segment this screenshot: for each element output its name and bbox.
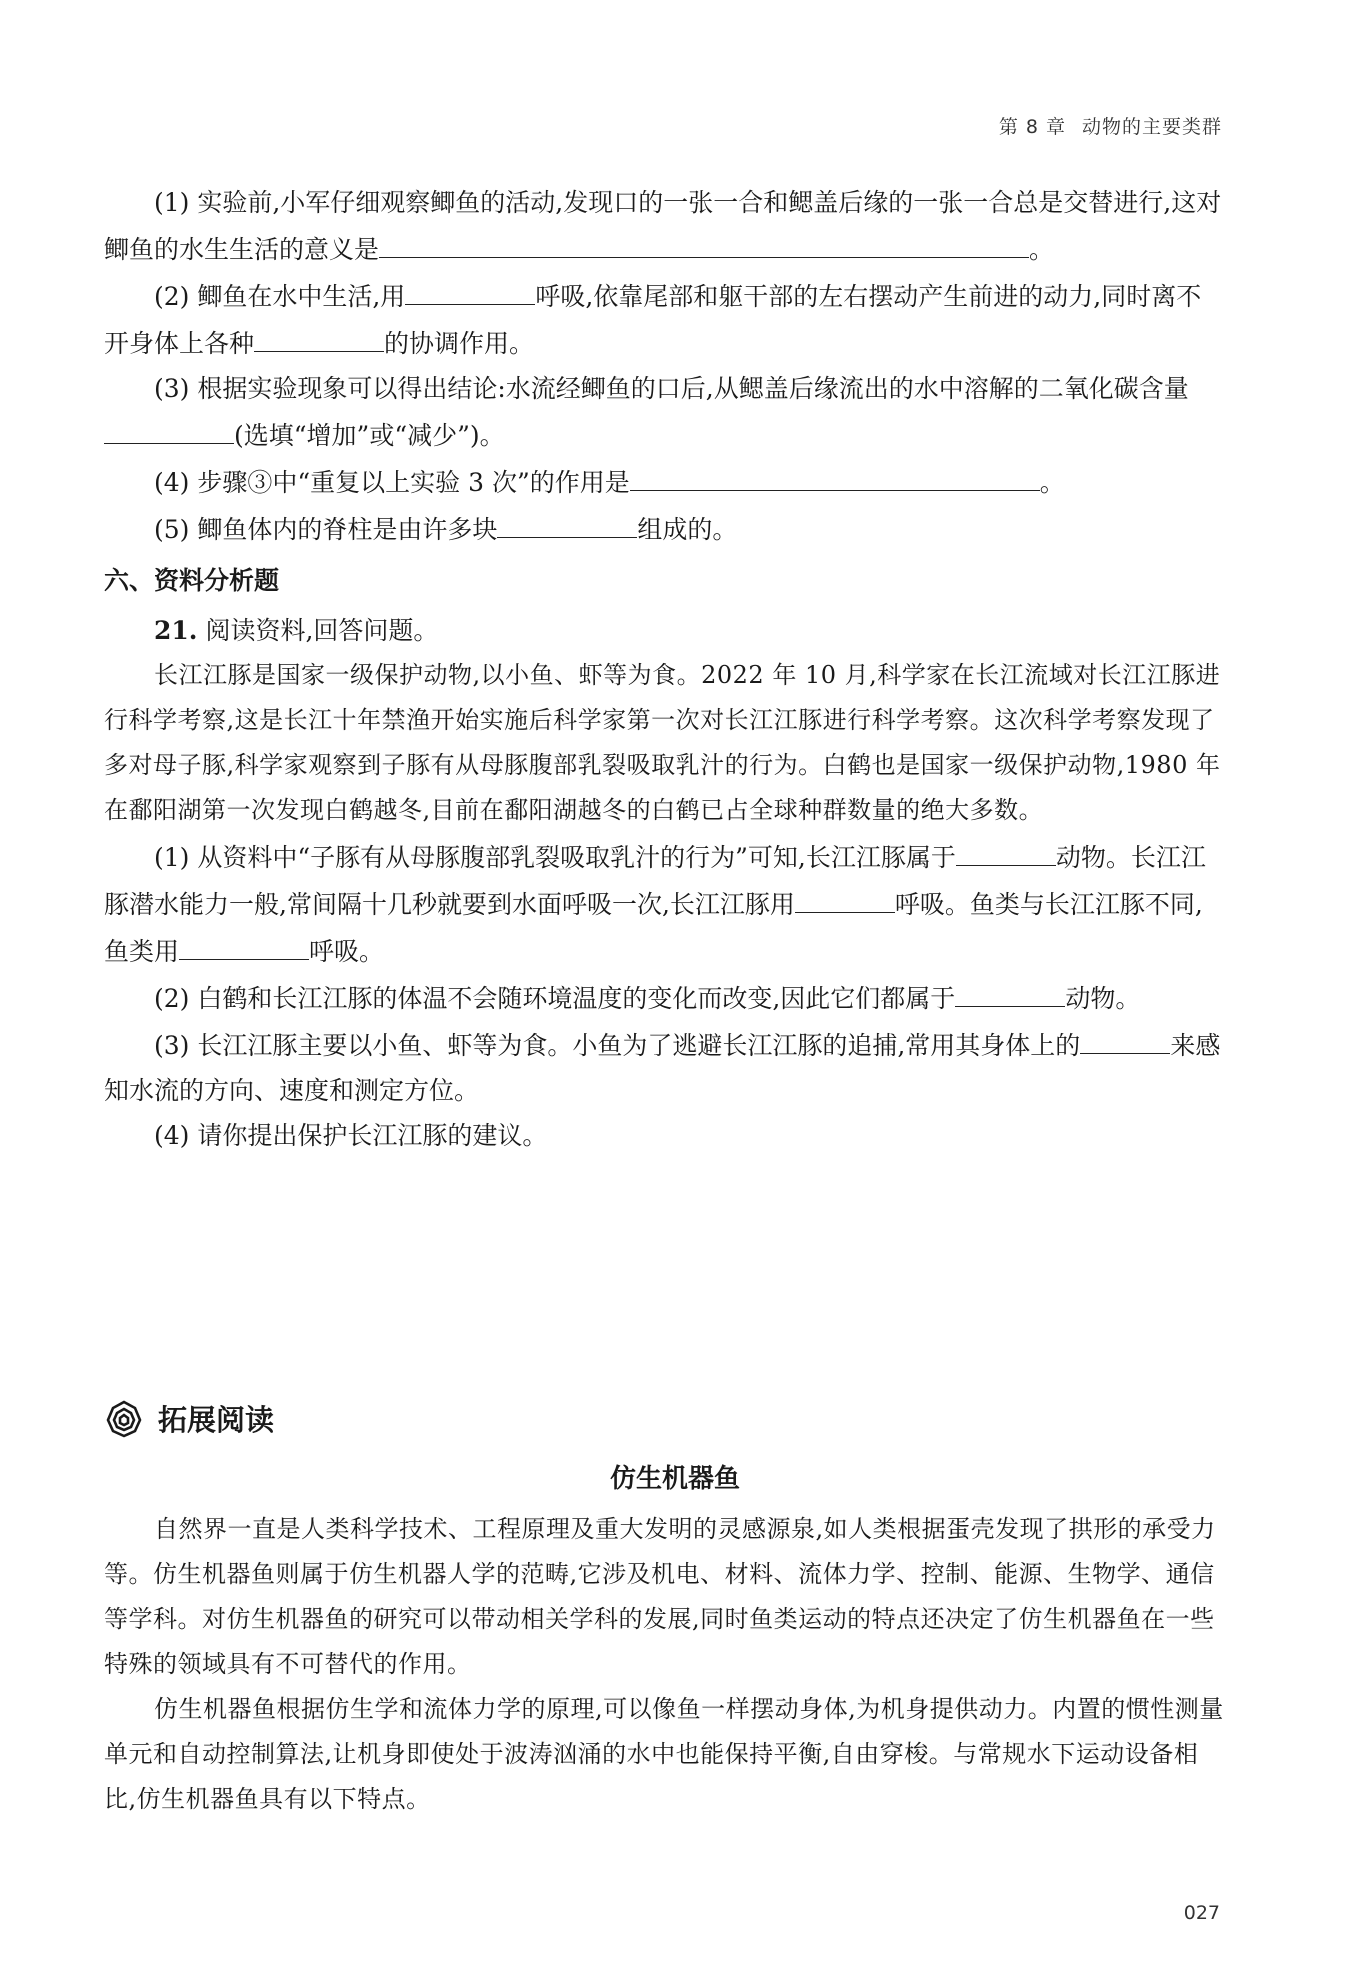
- extension-heading-text: 拓展阅读: [158, 1403, 275, 1437]
- running-header: [999, 112, 1222, 139]
- q20-sub2-text-b: 呼吸,依靠尾部和躯干部的左右摆动产生前进的动力,同时离不开身体上各种: [104, 282, 1202, 358]
- answer-blank[interactable]: [497, 505, 637, 538]
- q20-sub3-text-a: (3) 根据实验现象可以得出结论:水流经鲫鱼的口后,从鳃盖后缘流出的水中溶解的二氧化碳含量: [154, 374, 1189, 403]
- q21-sub1: [104, 833, 1226, 974]
- flower-emblem-icon: [104, 1399, 144, 1439]
- answer-blank[interactable]: [955, 974, 1065, 1007]
- q20-sub1-text: (1) 实验前,小军仔细观察鲫鱼的活动,发现口的一张一合和鳃盖后缘的一张一合总是交替进行,这对鲫鱼的水生生活的意义是: [104, 188, 1222, 264]
- article-title: 仿生机器鱼: [609, 1464, 740, 1494]
- q20-sub1: [104, 180, 1226, 272]
- question-number: 21.: [154, 616, 198, 645]
- article-paragraph: 仿生机器鱼根据仿生学和流体力学的原理,可以像鱼一样摆动身体,为机身提供动力。内置的惯性测量单元和自动控制算法,让机身即使处于波涛汹涌的水中也能保持平衡,自由穿梭。与常规水下运动设备相比,仿生机器鱼具有以下特点。: [104, 1695, 1224, 1813]
- q20-sub1-end: 。: [1029, 235, 1055, 264]
- q21-sub3-text-b: 来感知水流的方向、速度和测定方位。: [104, 1031, 1221, 1105]
- section-title: 六、资料分析题: [104, 566, 280, 595]
- q21-sub1-text-c: 呼吸。鱼类与长江江豚不同,鱼类用: [104, 890, 1203, 966]
- q21-sub4: (4) 请你提出保护长江江豚的建议。: [154, 1121, 548, 1150]
- answer-blank[interactable]: [179, 927, 309, 960]
- q20-sub3-text-b: (选填“增加”或“减少”)。: [234, 421, 505, 450]
- answer-blank[interactable]: [104, 411, 234, 444]
- page-number: 027: [1183, 1902, 1220, 1924]
- q21-material: 长江江豚是国家一级保护动物,以小鱼、虾等为食。2022 年 10 月,科学家在长江流域对长江江豚进行科学考察,这是长江十年禁渔开始实施后科学家第一次对长江江豚进行科学考察。这次科学考察发现了多对母子豚,科学家观察到子豚有从母豚腹部乳裂吸取乳汁的行为。白鹤也是国家一级保护动物,1980 年在鄱阳湖第一次发现白鹤越冬,目前在鄱阳湖越冬的白鹤已占全球种群数量的绝大多数。: [104, 661, 1221, 824]
- chapter-number: 第 8 章: [998, 116, 1066, 138]
- answer-blank[interactable]: [1080, 1021, 1170, 1054]
- q20-sub4-end: 。: [1039, 468, 1065, 497]
- q21-prompt-text: 阅读资料,回答问题。: [205, 616, 439, 645]
- q21-sub1-text-d: 呼吸。: [309, 937, 385, 966]
- q20-sub2-text-c: 的协调作用。: [384, 329, 535, 358]
- answer-blank[interactable]: [254, 319, 384, 352]
- article-paragraph: 自然界一直是人类科学技术、工程原理及重大发明的灵感源泉,如人类根据蛋壳发现了拱形的承受力等。仿生机器鱼则属于仿生机器人学的范畴,它涉及机电、材料、流体力学、控制、能源、生物学、通信等学科。对仿生机器鱼的研究可以带动相关学科的发展,同时鱼类运动的特点还决定了仿生机器鱼在一些特殊的领域具有不可替代的作用。: [104, 1515, 1216, 1678]
- answer-blank[interactable]: [956, 833, 1056, 866]
- q20-sub5-text-a: (5) 鲫鱼体内的脊柱是由许多块: [154, 515, 498, 544]
- q20-sub2-text-a: (2) 鲫鱼在水中生活,用: [154, 282, 406, 311]
- q21-prompt: [104, 608, 1226, 653]
- extension-heading: [104, 1398, 274, 1439]
- article-body: [104, 1507, 1226, 1822]
- q21-sub1-text-a: (1) 从资料中“子豚有从母豚腹部乳裂吸取乳汁的行为”可知,长江江豚属于: [154, 843, 956, 872]
- q20-sub4: [104, 458, 1226, 505]
- q21-sub1-text-b: 动物。长江江豚潜水能力一般,常间隔十几秒就要到水面呼吸一次,长江江豚用: [104, 843, 1206, 919]
- q20-sub4-text: (4) 步骤③中“重复以上实验 3 次”的作用是: [154, 468, 630, 497]
- chapter-title: 动物的主要类群: [1081, 116, 1222, 138]
- answer-blank[interactable]: [405, 272, 535, 305]
- q21-sub2-text-a: (2) 白鹤和长江江豚的体温不会随环境温度的变化而改变,因此它们都属于: [154, 984, 956, 1013]
- answer-blank[interactable]: [379, 225, 1029, 258]
- q20-sub5-text-b: 组成的。: [637, 515, 738, 544]
- q20-sub5: [104, 505, 1226, 552]
- q20-sub2: [104, 272, 1226, 366]
- question-content: [104, 180, 1226, 1158]
- q21-sub3-text-a: (3) 长江江豚主要以小鱼、虾等为食。小鱼为了逃避长江江豚的追捕,常用其身体上的: [154, 1031, 1081, 1060]
- answer-blank[interactable]: [630, 458, 1040, 491]
- q21-sub2: [104, 974, 1226, 1021]
- answer-blank[interactable]: [795, 880, 895, 913]
- q21-sub3: [104, 1021, 1226, 1113]
- q21-sub2-text-b: 动物。: [1065, 984, 1141, 1013]
- q20-sub3: [104, 366, 1226, 458]
